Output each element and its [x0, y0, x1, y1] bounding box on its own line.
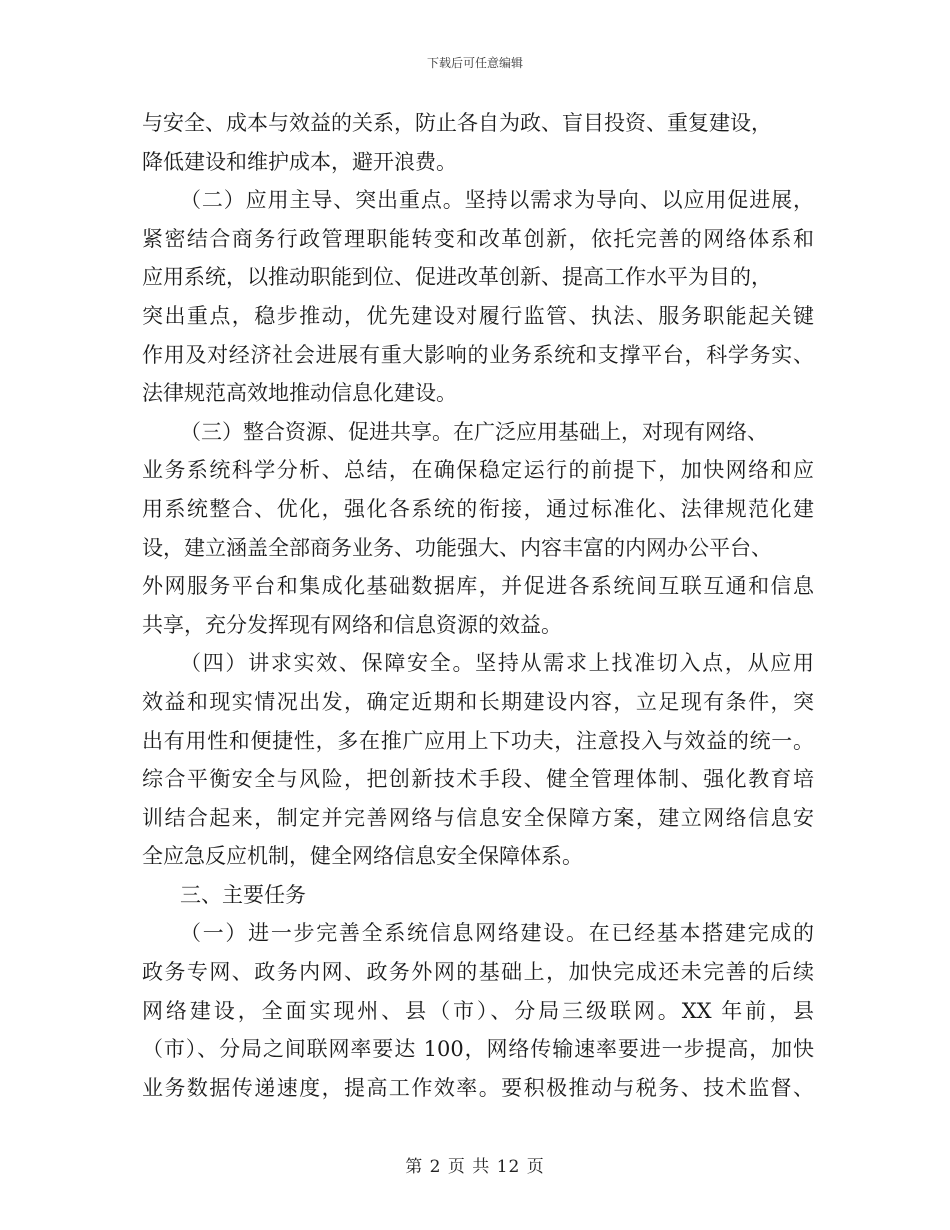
- text-line: 业务数据传递速度，提高工作效率。要积极推动与税务、技术监督、: [142, 1075, 814, 1100]
- text-line: 共享，充分发挥现有网络和信息资源的效益。: [142, 612, 562, 637]
- text-line: 效益和现实情况出发，确定近期和长期建设内容，立足现有条件，突: [142, 689, 814, 714]
- text-line: （市）、分局之间联网率要达 100，网络传输速率要进一步提高，加快: [142, 1037, 814, 1062]
- text-line: 网络建设，全面实现州、县（市）、分局三级联网。XX 年前，县: [142, 998, 814, 1023]
- text-line: 紧密结合商务行政管理职能转变和改革创新，依托完善的网络体系和: [142, 226, 814, 251]
- text-line: 综合平衡安全与风险，把创新技术手段、健全管理体制、强化教育培: [142, 767, 814, 792]
- text-line: （三）整合资源、促进共享。在广泛应用基础上，对现有网络、: [180, 419, 768, 444]
- document-body: [142, 104, 814, 1107]
- text-line: 外网服务平台和集成化基础数据库，并促进各系统间互联互通和信息: [142, 574, 814, 599]
- text-line: 突出重点，稳步推动，优先建设对履行监管、执法、服务职能起关键: [142, 303, 814, 328]
- text-line: 三、主要任务: [180, 882, 306, 907]
- text-line: 全应急反应机制，健全网络信息安全保障体系。: [142, 844, 583, 869]
- text-line: 训结合起来，制定并完善网络与信息安全保障方案，建立网络信息安: [142, 805, 814, 830]
- text-line: 业务系统科学分析、总结，在确保稳定运行的前提下，加快网络和应: [142, 458, 814, 483]
- text-line: 用系统整合、优化，强化各系统的衔接，通过标准化、法律规范化建: [142, 496, 814, 521]
- text-line: 出有用性和便捷性，多在推广应用上下功夫，注意投入与效益的统一。: [142, 728, 814, 753]
- page-header: 下载后可任意编辑: [426, 56, 523, 70]
- text-line: 降低建设和维护成本，避开浪费。: [142, 149, 457, 174]
- text-line: 法律规范高效地推动信息化建设。: [142, 381, 457, 406]
- page-number: 第 2 页 共 12 页: [405, 1157, 545, 1177]
- text-line: （一）进一步完善全系统信息网络建设。在已经基本搭建完成的: [180, 921, 814, 946]
- text-line: 设，建立涵盖全部商务业务、功能强大、内容丰富的内网办公平台、: [142, 535, 772, 560]
- text-line: （四）讲求实效、保障安全。坚持从需求上找准切入点，从应用: [180, 651, 814, 676]
- text-line: 作用及对经济社会进展有重大影响的业务系统和支撑平台，科学务实、: [142, 342, 814, 367]
- text-line: （二）应用主导、突出重点。坚持以需求为导向、以应用促进展，: [180, 188, 814, 213]
- text-line: 应用系统，以推动职能到位、促进改革创新、提高工作水平为目的，: [142, 265, 772, 290]
- text-line: 政务专网、政务内网、政务外网的基础上，加快完成还未完善的后续: [142, 960, 814, 985]
- text-line: 与安全、成本与效益的关系，防止各自为政、盲目投资、重复建设，: [142, 111, 772, 135]
